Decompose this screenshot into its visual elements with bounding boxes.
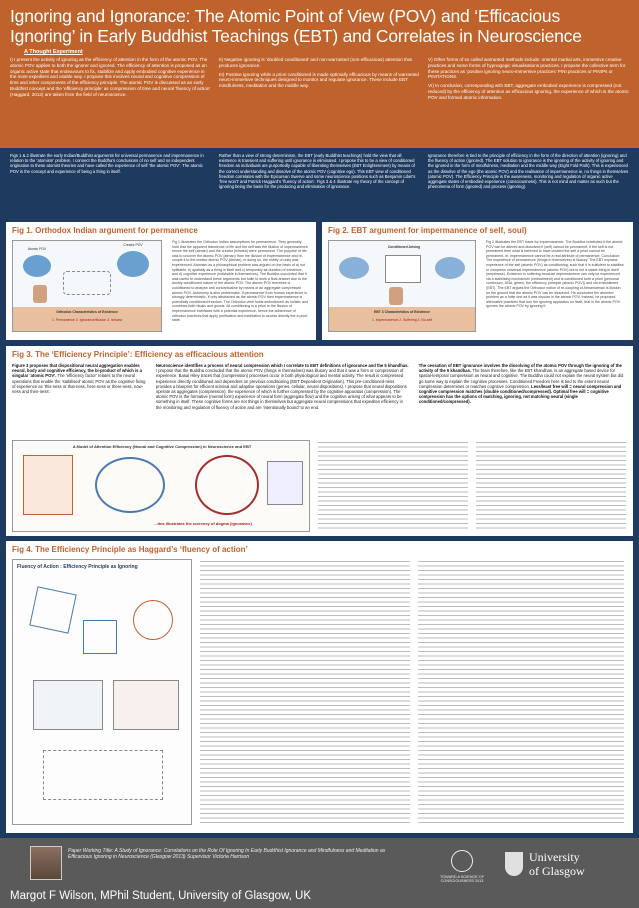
fig3-columns [6, 361, 633, 412]
fig3-notes-2 [476, 442, 626, 530]
intro-columns [10, 57, 629, 104]
intro-col-2 [219, 57, 420, 104]
fig3-col3-tail: Less/least free will = neural compression and cognitive compression matches (double conditioned/compressed). Optimal free will = cognitive compression has the options of matching, ignoring, not matching neural (single conditioned/compressed). [418, 383, 622, 405]
fig2-title: Fig 2. EBT argument for impermanence of self, soul) [328, 226, 527, 235]
fig4-diagram [12, 559, 192, 825]
fig4-panel [6, 541, 633, 833]
fig1-caption-1: Orthodox Characteristics of Existence [56, 310, 118, 314]
fig1-caption-2: 1. Permanence 2. Ignorance/Illusion 3. Ishvara [51, 318, 123, 322]
fig3-col1-text: The ‘efficiency factor’ relates to the neural operations that enable the ‘stabilised’ atomic POV as the cognitive fixing of experience as ‘this-ness or that-ness, here-ness or there-ness, now-ness and then-ness’. [12, 373, 146, 395]
conference-logo [432, 850, 492, 896]
author-name: Margot F Wilson, MPhil Student, University of Glasgow, UK [10, 890, 312, 902]
university-crest-icon [505, 852, 523, 876]
fig1-text: Fig 1 illustrates the Orthodox Indian assumptions for permanence. They generally hold that the apparent transience of life and the self was the illusion of impermanence hence the self (atman) and the creator (ishvara) were permanent. The purpose of life was to uncover the atomic POV (atman) from the illusion of impermanence and re-couple it to the creator atomic POV (Atman), in doing so, the reality of unity was experienced. Atomism as a philosophical problem was argued on the basis of a) not splittable, b) spatially as a thing in itself and c) temporally as duration of existence, and d) cognitive experience (indivisible in themselves). The Buddha concluded that it was useful to understand these arguments but futile to seek a final answer due to the doubly conditioned nature of the atomic POV. The atomic POV therefore is conditioned to analyse and conceptualise by means of an aggregate compressed atomic POV. Autonomy is also problematic. If permanence from human experience is strongly deterministic, if only abstracted as the atomic POV then impermanence is potentially conditioned freedom. The Orthodox view holds embodiment as holistic and combines both rituals and gnosis. All conditioning is a priori to the illusion of impermanence interfaces with a potential experience, hence the adherence of orthodox practices that apply purification and meditation to access directly the a priori state. [172, 240, 308, 323]
process-box [385, 255, 421, 283]
university-name-line1: University [529, 850, 580, 864]
university-name-line2: of Glasgow [529, 864, 585, 878]
fig1-label-right: Creator POV [123, 243, 143, 247]
efficiency-circle [95, 457, 165, 513]
fig1-diagram [12, 240, 162, 332]
fig4-notes-1 [200, 561, 410, 823]
fig3-title: Fig 3. The ‘Efficiency Principle’: Efficiency as efficacious attention [12, 350, 264, 359]
fig3-notes-1 [318, 442, 468, 530]
fig2-panel [322, 222, 633, 340]
cloud-left-icon [339, 257, 369, 279]
fig2-label-top: Conditioned Arising [387, 245, 421, 249]
fig3-diagram-caption: ...this illustrates the currency of dogma (ignorance) [154, 521, 252, 526]
fig3-col-2 [156, 363, 409, 410]
fig1-title: Fig 1. Orthodox Indian argument for permanence [12, 226, 198, 235]
poster-footer [0, 838, 639, 908]
summary-col-3: Ignorance therefore is tied to the principle of efficiency in the form of the direction of attention (ignoring) and the fluency of action (ignored). The EBT solution to ignorance is the ignoring of the activity of ignoring and the ignored in the form of mindfulness, meditation and the middle way (Eight Fold Path). This is experienced as the dissolve of the ego (the atomic POV) and the realisation of impermanence ie, no things in themselves (atomic POV). The Efficiency Principle is the awareness, monitoring and regulation of organic active aggregate states of embodied experience (consciousness). This is not mind and matter as such but the phenomena of form (ignored) and process (ignoring). [428, 153, 629, 190]
author-photo [30, 846, 62, 880]
cube-icon [83, 620, 117, 654]
cloud-right-icon [435, 257, 465, 279]
conference-logo-text: TOWARD A SCIENCE OF CONSCIOUSNESS 2013 [439, 875, 485, 883]
paper-working-title: Paper Working Title: A Study of Ignorance: Correlations on the Role Of Ignoring In Early Buddhist Ignorance and Mindfulness and Meditation as Efficacious Ignoring in Neuroscience (Glasgow 2013) Supervisor Victoria Harrison [68, 848, 386, 861]
fig3-col3-text: The brain therefore, like the EBT khandhas, is an aggregate based device for spatial-temporal compression as neural and cognitive. The Buddha could not explain the neural system but did go some way to explain the cognitive processes. Conditioned Freedom here is tied to the extent neural compression determines or matches cognitive compression. [418, 368, 624, 389]
fig3-col-1 [12, 363, 146, 410]
fig4-title: Fig 4. The Efficiency Principle as Haggard’s ‘fluency of action’ [12, 545, 248, 554]
intro-point-5: V) Other forms of so called warranted methods include: oriental martial arts, immersive creative practices and some forms of hypnogogic visualisations practices. I propose the collective term for these practices as ‘positive ignoring neuro-immersive practices’ PINI practices or PINIPs or PINITATIONS. [428, 57, 626, 80]
cube-icon [29, 586, 76, 633]
poster-title: Ignoring and Ignorance: The Atomic Point of View (POV) and ‘Efficacious Ignoring’ in Early Buddhist Teachings (EBT) and Correlates in Neuroscience [10, 6, 582, 46]
intro-col-3 [428, 57, 629, 104]
intro-point-6: VI) In conclusion, corresponding with EBT, aggregate embodied experience is compressed (not reduced) by the efficiency of attention as efficacious ignoring, the experience of which is the atomic POV and formed atomic information. [428, 83, 629, 100]
fig4-notes-2 [418, 561, 624, 823]
intro-point-2: II) Negative ignoring is ‘doubled conditioned’ and non-warranted (non-efficacious) attention that produces ignorance. [219, 57, 412, 68]
cognitive-circle [195, 455, 259, 515]
university-logo [505, 848, 633, 898]
summary-col-1: Figs 1 & 2 illustrate the early Indian/Buddhist arguments for universal permanence and impermanence in relation to the ‘atomism’ problem. I connect the Buddha’s conclusions of no self and no independent origination to these atomist theories and have called the experience of self ‘the atomic POV’. The atomic POV is the concept and experience of being a thing in itself. [10, 153, 204, 174]
conference-logo-icon [451, 850, 473, 872]
fig1-panel [6, 222, 316, 340]
creator-pov-cloud-icon [117, 251, 149, 277]
fig3-col-3 [419, 363, 627, 410]
intro-point-3: III) Positive ignoring while a priori conditioned is made optimally efficacious by means of warranted neuro-immersive techniques designed to monitor and regulate ignorance. These include EBT mindfulness, meditation and the middle way. [219, 71, 419, 89]
fig1-label-left: Atomic POV [27, 247, 47, 251]
action-box [113, 680, 179, 730]
fig3-col3-lead: The cessation of EBT ignorance involves the dissolving of the atomic POV through the ignoring of the activity of the 5 khandhas. [418, 363, 622, 374]
fig2-caption-2: 1. Impermanence 2. Suffering 3. No-self [371, 318, 433, 322]
fig2-caption-box [329, 307, 475, 331]
fig4-diagram-title: Fluency of Action : Efficiency Principle as Ignoring [17, 564, 138, 570]
neural-box [23, 455, 73, 515]
fig3-col1-lead: Figure 3 proposes that dispositional neural aggregation enables neural, body and cognitive efficiency, the bi-product of which is a singular ‘atomic POV’. [12, 363, 142, 379]
feedback-loop-box [43, 750, 163, 800]
fig3-panel [6, 346, 633, 536]
timing-circle [133, 600, 173, 640]
person-figure-icon [33, 285, 47, 303]
fig3-diagram-title: A Model of Attention Efficiency (Neural and Cognitive Compression) in Neuroscience and EBT [72, 444, 252, 449]
fig1-caption-box [13, 307, 161, 331]
fig2-text: Fig 2 illustrates the EBT basis for impermanence. The Buddha concluded if the atomic POV can be altered and dissolved it (self) cannot be permanent. If the self is not permanent then what is believed to have created the self a priori cannot be permanent, ie: impermanence cannot be a real attribute of permanence. Conclusion: The experience of permanence (things in themselves) is illusory. The EBT explains experience of the self (atomic POV) as conditioning, such that it is sufficient to stabilise or compress universal impermanence (atomic POV) but is not a stable thing in itself (emptiness). Existence is suffering because impermanence can only be experienced via a stabilising mechanism (embodiment) and is conditioned both a priori (personal continuum, DNA, genes, the efficiency principle (atomic POV)) and via embodiment (EBT). The EBT argues the Orthodox notion of re-coupling of Atman/atman is illusion on the ground that the atomic POV can be dissolved. He concluded the atomism problem as a futile one as it was circular in the atomic POV. Instead, he proposed alternative practices that turn the ignoring apparatus on itself, that is the atomic POV ignores the atomic POV by ignoring it. [486, 240, 624, 309]
fig2-caption-1: EBT 3 Characteristics of Existence [374, 310, 430, 314]
fig2-diagram [328, 240, 476, 332]
atomic-pov-cloud-icon [23, 255, 51, 277]
summary-band [0, 148, 639, 221]
fig3-col2-text: I propose that the Buddha concluded that the atomic POV (things in themselves) was illusory and that it was a form or compression of experience. Basal Hiley traces that (compression) processes occur in both physiological and mental activity. The result is compressed experience directly conditioned and dependent on previous conditioning (EBT Dependent Origination). This pre-conditioned-ness provides a blueprint for efficient survival and adaptive operations (genes, cellular, neural dispositions). I propose that neural dispositions operate as aggregates (compression), the experience of which is further compressed by the cognitive apparatus (compression). The atomic POV is the formative (mental form) experience of neural form (aggregate flow) and the cognitive arising of what appears to be something in itself. These cognitive forms are not things in themselves but aggregate neural compressions that expedites efficiency in the monitoring and regulation of fluency of action and are ‘intentionally bound’ to an end. [155, 368, 407, 410]
intro-point-1: I) I present the activity of ignoring as the efficiency of attention in the form of the atomic POV. The atomic POV applies to both the ignorer and ignored. The efficiency of attention is proposed as an organic active state that endeavours to fix, stabilize and apply embodied cognitive experience in the most expedient and usable way. I propose this involves neural and cognitive compression of time and other components of the efficiency principle. The atomic POV is discussed as an early Buddhist concept and the ‘efficiency principle’ as compression of time and neural ‘fluency of action’ (Haggard, 2012) are taken from the field of neuroscience. [10, 57, 211, 97]
illusion-box [63, 271, 111, 295]
poster-subtitle: A Thought Experiment [24, 49, 83, 55]
fig3-diagram [12, 440, 310, 532]
signal-box [33, 680, 103, 730]
person-figure-icon [389, 287, 403, 305]
poster-header [0, 0, 639, 148]
output-box [267, 461, 303, 505]
fig3-col2-lead: Neuroscience identifies a process of neural compression which I correlate to EBT definitions of ignorance and the 5 khandhas. [155, 363, 409, 368]
intro-col-1 [10, 57, 211, 104]
summary-col-2: Rather than a view of strong determinism, the EBT (early Buddhist teachings) hold the view that all existence is transient and suffering until ignorance is eliminated. I propose this to be a view of conditioned freedom as individuals are purportedly capable of liberating themselves (EBT Enlightenment) by means of the correct understanding and dissolve of the atomic POV (cognitive ego). This EBT view of conditioned freedom correlates with the Epicurean Swerve and some neuroscience positions such as Benjamin Libet’s ‘free won’t’ and Patrick Haggard’s ‘fluency of action’. Figs 3 & 4 illustrate my theory of the concept of ignoring being the basis for the producing and elimination of ignorance. [219, 153, 416, 190]
